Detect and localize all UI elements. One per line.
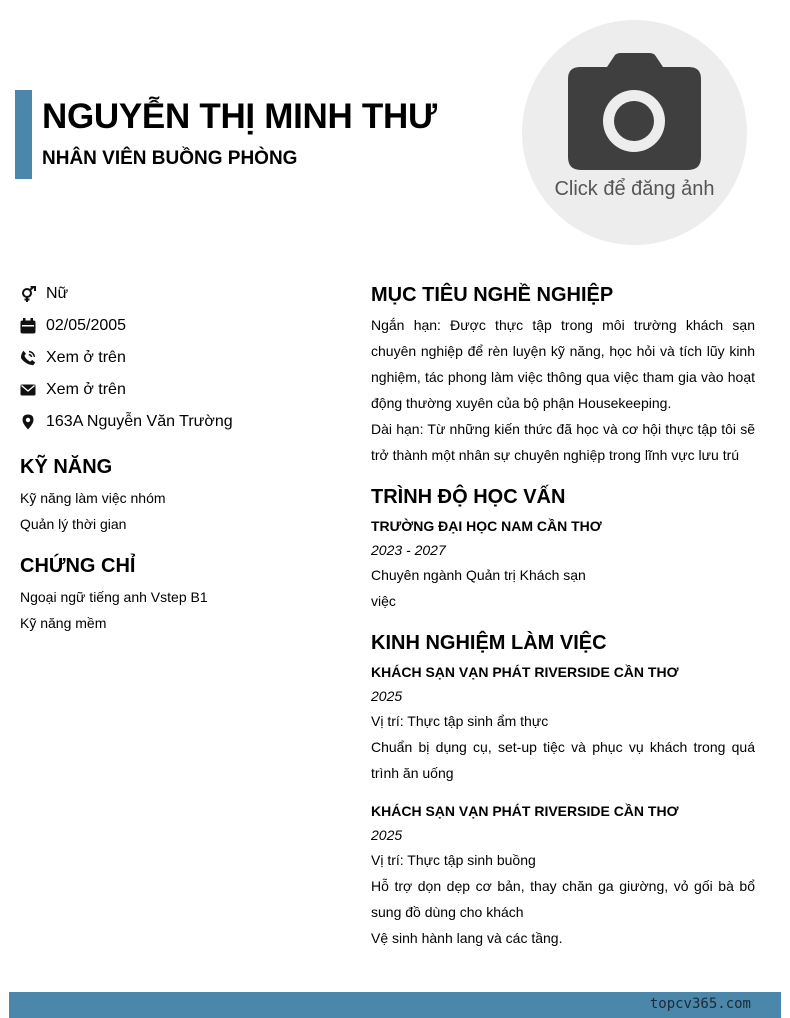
experience-detail: Hỗ trợ dọn dẹp cơ bản, thay chăn ga giường, vỏ gối bà bổ sung đồ dùng cho khách xyxy=(371,878,755,920)
email-value: Xem ở trên xyxy=(46,381,126,398)
experience-position: Vị trí: Thực tập sinh buồng xyxy=(371,852,536,868)
experience-period: 2025 xyxy=(371,688,403,704)
objective-long-term: Dài hạn: Từ những kiến thức đã học và cơ hội thực tập tôi sẽ trở thành một nhân sự chuyên nghiệp trong lĩnh vực lưu trú xyxy=(371,421,755,463)
certificate-item: Kỹ năng mềm xyxy=(20,615,107,631)
experience-period: 2025 xyxy=(371,827,403,843)
skill-item: Quản lý thời gian xyxy=(20,516,127,532)
envelope-icon xyxy=(20,382,36,398)
gender-icon xyxy=(20,286,36,302)
education-heading: TRÌNH ĐỘ HỌC VẤN xyxy=(371,486,566,508)
footer-watermark: topcv365.com xyxy=(649,996,751,1012)
phone-value: Xem ở trên xyxy=(46,349,126,366)
education-school: TRƯỜNG ĐẠI HỌC NAM CẦN THƠ xyxy=(371,518,602,534)
experience-entry xyxy=(371,660,755,786)
experience-entry xyxy=(371,799,755,951)
birthdate-value: 02/05/2005 xyxy=(46,317,127,334)
education-note: việc xyxy=(371,593,396,609)
camera-icon xyxy=(567,53,702,171)
candidate-name: NGUYỄN THỊ MINH THƯ xyxy=(42,97,437,136)
phone-icon xyxy=(20,350,36,366)
skills-heading: KỸ NĂNG xyxy=(20,456,113,478)
experience-company: KHÁCH SẠN VẠN PHÁT RIVERSIDE CẦN THƠ xyxy=(371,664,679,680)
job-title: NHÂN VIÊN BUỒNG PHÒNG xyxy=(42,148,298,169)
experience-heading: KINH NGHIỆM LÀM VIỆC xyxy=(371,632,607,654)
experience-detail: Chuẩn bị dụng cụ, set-up tiệc và phục vụ khách trong quá trình ăn uống xyxy=(371,739,755,781)
experience-company: KHÁCH SẠN VẠN PHÁT RIVERSIDE CẦN THƠ xyxy=(371,803,679,819)
photo-upload[interactable] xyxy=(522,20,747,245)
calendar-icon xyxy=(20,318,36,334)
certificate-item: Ngoại ngữ tiếng anh Vstep B1 xyxy=(20,589,208,605)
skill-item: Kỹ năng làm việc nhóm xyxy=(20,490,166,506)
education-major: Chuyên ngành Quản trị Khách sạn xyxy=(371,567,586,583)
left-column xyxy=(20,452,340,636)
right-column xyxy=(371,280,755,951)
experience-detail: Vệ sinh hành lang và các tầng. xyxy=(371,930,563,946)
footer-bar xyxy=(9,992,781,1018)
address-value: 163A Nguyễn Văn Trường xyxy=(46,413,233,430)
contact-email xyxy=(20,374,340,406)
contact-address xyxy=(20,406,340,438)
gender-value: Nữ xyxy=(46,285,69,302)
contact-phone xyxy=(20,342,340,374)
objective-heading: MỤC TIÊU NGHỀ NGHIỆP xyxy=(371,284,614,306)
contact-birthdate xyxy=(20,310,340,342)
education-period: 2023 - 2027 xyxy=(371,542,446,558)
contact-info xyxy=(20,278,340,438)
contact-gender xyxy=(20,278,340,310)
header-accent-bar xyxy=(15,90,32,179)
photo-upload-label: Click để đăng ảnh xyxy=(554,178,715,200)
certificates-heading: CHỨNG CHỈ xyxy=(20,555,136,577)
location-pin-icon xyxy=(20,414,36,430)
experience-position: Vị trí: Thực tập sinh ẩm thực xyxy=(371,713,549,729)
objective-short-term: Ngắn hạn: Được thực tập trong môi trường khách sạn chuyên nghiệp để rèn luyện kỹ năng, học hỏi và tích lũy kinh nghiệm, tác phong làm việc thông qua việc tham gia vào hoạt động thường xuyên của bộ phận Housekeeping. xyxy=(371,317,755,411)
